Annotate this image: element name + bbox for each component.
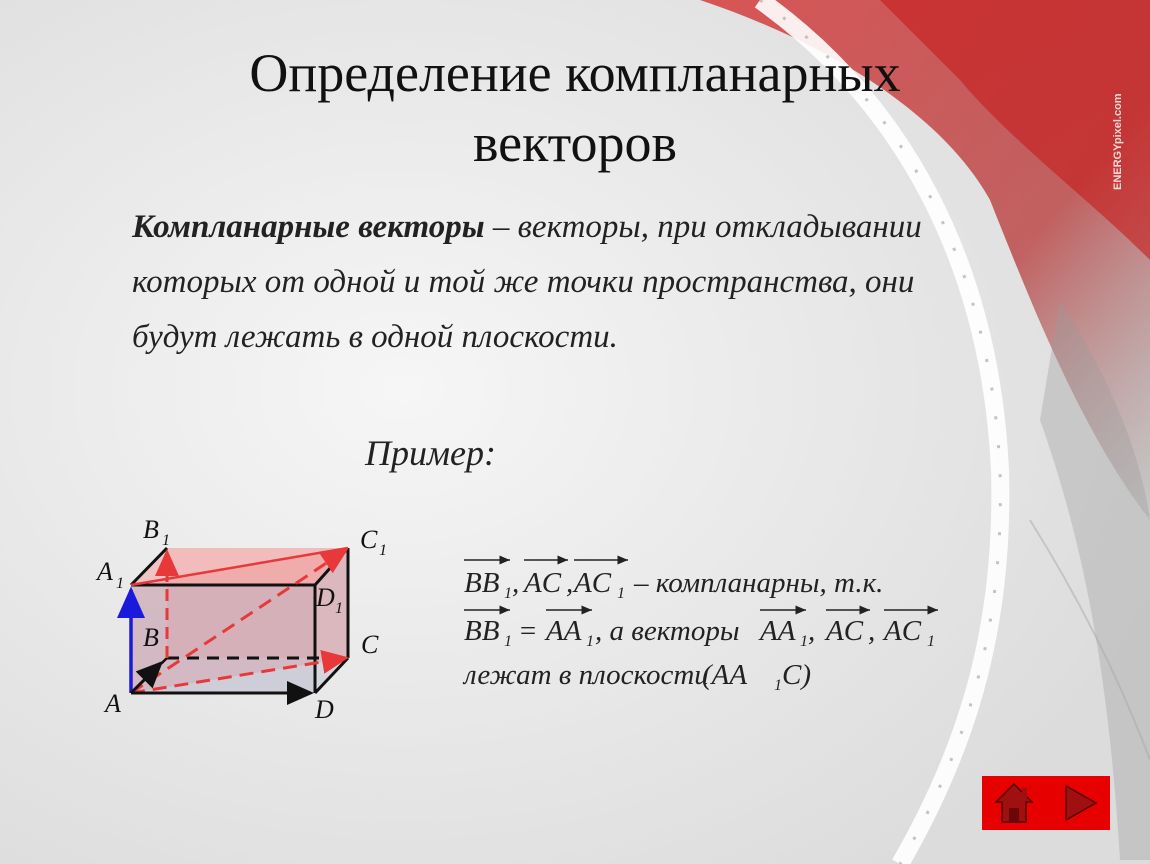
home-button[interactable]: [982, 776, 1046, 830]
f1-comma2: ,: [566, 567, 574, 599]
label-d: D: [315, 695, 334, 724]
watermark: [1112, 60, 1132, 200]
f1-text: – компланарны, т.к.: [634, 567, 884, 599]
f3-text: лежат в плоскости: [464, 659, 709, 691]
label-d1-sub: 1: [335, 600, 343, 617]
slide-title: [0, 38, 1150, 178]
f2-text: , а векторы: [595, 615, 740, 647]
f1-ac1: AC: [574, 567, 612, 599]
label-a1: A: [97, 557, 113, 586]
label-b1: B: [143, 515, 159, 544]
f2-comma2: ,: [868, 615, 876, 647]
definition-paragraph: [132, 200, 992, 365]
play-right-icon: [1046, 776, 1110, 830]
f2-aa1-sub: 1: [586, 633, 594, 650]
f2-ac1: AC: [884, 615, 922, 647]
home-icon: [982, 776, 1046, 830]
f2-aa1-b-sub: 1: [800, 633, 808, 650]
label-b1-sub: 1: [162, 532, 170, 549]
example-label: Пример:: [365, 433, 496, 473]
label-a1-sub: 1: [116, 575, 124, 592]
label-c1-sub: 1: [379, 542, 387, 559]
f1-comma1: ,: [512, 567, 520, 599]
f3-sub: 1: [774, 677, 782, 694]
f2-ac1-sub: 1: [927, 633, 935, 650]
f2-eq: =: [518, 615, 538, 647]
label-c: C: [361, 630, 379, 659]
label-c1: C: [360, 525, 378, 554]
f2-bb1-sub: 1: [504, 633, 512, 650]
formula-block: [462, 552, 982, 702]
f2-aa1-b: AA: [760, 615, 796, 647]
title-line-2: векторов: [472, 113, 678, 173]
definition-term: Компланарные векторы: [132, 209, 485, 245]
label-a: A: [105, 689, 121, 718]
f2-aa1: AA: [546, 615, 582, 647]
f3-paren: (AA: [702, 659, 748, 691]
label-d1: D: [316, 583, 335, 612]
definition-text: – векторы, при откладывании которых от одной и той же точки пространства, они будут лежать в одной плоскости.: [132, 209, 922, 355]
f1-bb1-sub: 1: [504, 585, 512, 602]
parallelepiped-figure: [95, 510, 415, 735]
f3-end: C): [782, 659, 811, 691]
f1-ac1-sub: 1: [617, 585, 625, 602]
navigation-bar: [982, 776, 1110, 830]
f2-bb1: BB: [464, 615, 500, 647]
watermark-text: ENERGYpixel.com: [1112, 93, 1124, 190]
f2-ac: AC: [826, 615, 864, 647]
next-slide-button[interactable]: [1046, 776, 1110, 830]
f1-bb1: BB: [464, 567, 500, 599]
label-b: B: [143, 623, 159, 652]
f1-ac: AC: [524, 567, 562, 599]
f2-comma1: ,: [808, 615, 816, 647]
title-line-1: Определение компланарных: [249, 43, 901, 103]
